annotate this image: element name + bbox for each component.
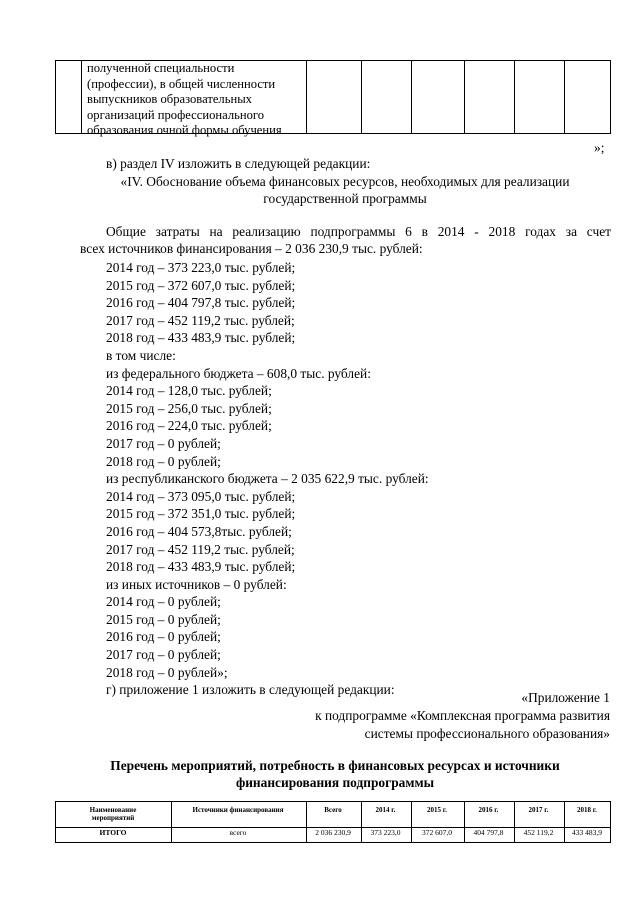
funding-line: 2015 год – 0 рублей; xyxy=(106,611,221,627)
instruction-v: в) раздел IV изложить в следующей редакции: xyxy=(106,156,371,171)
funding-line: из федерального бюджета – 608,0 тыс. рублей: xyxy=(106,365,371,381)
row-2016: 404 797,8 xyxy=(473,828,504,837)
funding-line: 2018 год – 433 483,9 тыс. рублей; xyxy=(106,330,296,346)
appendix-line1: «Приложение 1 xyxy=(521,690,610,705)
table-divider xyxy=(564,61,565,133)
funding-line: 2017 год – 0 рублей; xyxy=(106,647,221,663)
funding-line: 2016 год – 404 797,8 тыс. рублей; xyxy=(106,295,296,311)
cell-line: образования очной формы обучения xyxy=(87,123,282,138)
row-source: всего xyxy=(229,828,247,837)
table-divider xyxy=(361,61,362,133)
header-2018: 2018 г. xyxy=(577,806,597,814)
funding-line: 2014 год – 373 095,0 тыс. рублей; xyxy=(106,488,296,504)
body-para-line1: Общие затраты на реализацию подпрограммы 6 в 2014 - 2018 годах за счет xyxy=(106,224,611,239)
header-2017: 2017 г. xyxy=(528,806,549,814)
header-2016: 2016 г. xyxy=(478,806,499,814)
body-para-line2: всех источников финансирования – 2 036 230,9 тыс. рублей: xyxy=(80,241,423,256)
header-2015: 2015 г. xyxy=(427,806,447,814)
header-name-line1: Наименование xyxy=(89,806,137,814)
section-heading-line1: «IV. Обоснование объема финансовых ресурсов, необходимых для реализации xyxy=(120,174,570,189)
header-2014: 2014 г. xyxy=(375,806,396,814)
appendix-line2: к подпрограмме «Комплексная программа развития xyxy=(315,708,610,723)
appendix-line3: системы профессионального образования» xyxy=(364,726,610,741)
funding-line: 2016 год – 0 рублей; xyxy=(106,629,221,645)
row-2015: 372 607,0 xyxy=(422,828,452,837)
funding-line: 2015 год – 372 607,0 тыс. рублей; xyxy=(106,277,296,293)
funding-line: 2015 год – 372 351,0 тыс. рублей; xyxy=(106,506,296,522)
funding-line: в том числе: xyxy=(106,347,176,363)
header-name xyxy=(56,806,170,822)
funding-line: 2018 год – 0 рублей»; xyxy=(106,664,228,680)
funding-line: 2018 год – 433 483,9 тыс. рублей; xyxy=(106,559,296,575)
funding-line: из республиканского бюджета – 2 035 622,9 тыс. рублей: xyxy=(106,471,429,487)
funding-line: 2014 год – 128,0 тыс. рублей; xyxy=(106,383,272,399)
row-total: 2 036 230,9 xyxy=(315,828,351,837)
funding-line: 2016 год – 404 573,8тыс. рублей; xyxy=(106,523,292,539)
list-title-line1: Перечень мероприятий, потребность в финансовых ресурсах и источники xyxy=(110,758,560,773)
cell-line: полученной специальности xyxy=(87,61,235,75)
header-total: Всего xyxy=(324,806,342,814)
funding-line: из иных источников – 0 рублей: xyxy=(106,576,287,592)
funding-line: 2014 год – 373 223,0 тыс. рублей; xyxy=(106,260,296,275)
table-divider xyxy=(514,61,515,133)
funding-line: 2016 год – 224,0 тыс. рублей; xyxy=(106,418,272,434)
funding-line: 2017 год – 452 119,2 тыс. рублей; xyxy=(106,541,295,557)
funding-line: 2018 год – 0 рублей; xyxy=(106,453,221,469)
close-quote-mark: »; xyxy=(594,140,605,155)
table-divider xyxy=(81,61,82,133)
cell-line: организаций профессионального xyxy=(87,107,265,122)
table-divider xyxy=(464,61,465,133)
header-name-line2: мероприятий xyxy=(91,814,135,822)
funding-line: 2017 год – 0 рублей; xyxy=(106,435,221,451)
row-name: ИТОГО xyxy=(99,828,127,837)
header-source: Источники финансирования xyxy=(192,806,284,814)
row-2017: 452 119,2 xyxy=(523,828,554,837)
table-divider xyxy=(411,61,412,133)
funding-line: 2017 год – 452 119,2 тыс. рублей; xyxy=(106,312,295,328)
list-title-line2: финансирования подпрограммы xyxy=(235,775,435,790)
row-2014: 373 223,0 xyxy=(370,828,401,837)
row-2018: 433 483,9 xyxy=(572,828,602,837)
section-heading-line2: государственной программы xyxy=(263,191,427,206)
instruction-g: г) приложение 1 изложить в следующей редакции: xyxy=(106,682,395,698)
cell-line: выпускников образовательных xyxy=(87,92,252,107)
table-divider xyxy=(306,61,307,133)
cell-line: (профессии), в общей численности xyxy=(87,76,276,91)
top-table-cell-text xyxy=(87,61,282,139)
funding-lines xyxy=(106,259,429,699)
funding-line: 2015 год – 256,0 тыс. рублей; xyxy=(106,400,272,416)
funding-line: 2014 год – 0 рублей; xyxy=(106,594,221,610)
